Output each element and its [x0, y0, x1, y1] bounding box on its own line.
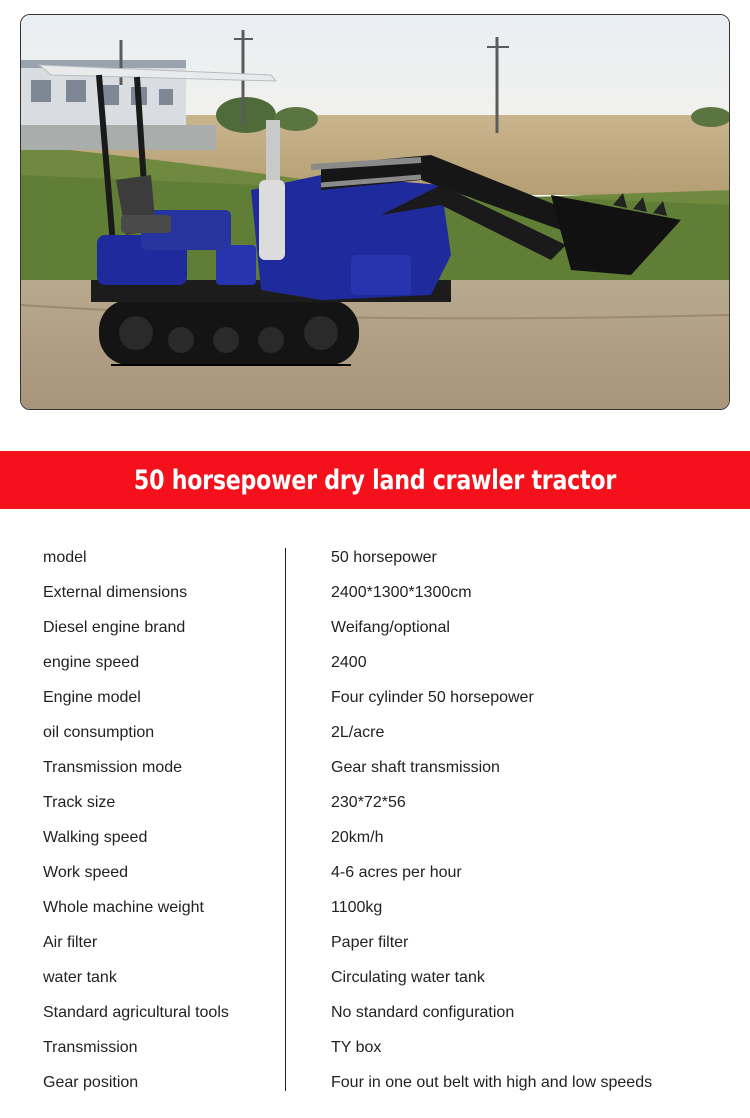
spec-label: Whole machine weight	[43, 899, 204, 916]
spec-row	[0, 820, 750, 855]
product-photo	[20, 14, 730, 410]
spec-value: Gear shaft transmission	[331, 759, 500, 776]
spec-value: 230*72*56	[331, 794, 406, 811]
spec-label: Engine model	[43, 689, 141, 706]
spec-row	[0, 575, 750, 610]
spec-label: model	[43, 549, 87, 566]
spec-label: External dimensions	[43, 584, 188, 601]
spec-row	[0, 715, 750, 750]
spec-row	[0, 610, 750, 645]
crawler-tractor-image	[21, 15, 730, 410]
spec-row	[0, 925, 750, 960]
spec-value: 2L/acre	[331, 724, 385, 741]
spec-label: Work speed	[43, 864, 129, 881]
spec-row	[0, 785, 750, 820]
spec-row	[0, 890, 750, 925]
spec-label: Transmission mode	[43, 759, 183, 776]
spec-label: engine speed	[43, 654, 140, 671]
spec-label: Walking speed	[43, 829, 148, 846]
spec-value: 1100kg	[331, 899, 383, 916]
spec-label: Air filter	[43, 934, 98, 951]
spec-table	[0, 540, 750, 1100]
spec-row	[0, 855, 750, 890]
spec-label: Gear position	[43, 1074, 139, 1091]
spec-label: Diesel engine brand	[43, 619, 186, 636]
spec-row	[0, 1030, 750, 1065]
spec-row	[0, 750, 750, 785]
spec-row	[0, 1065, 750, 1100]
spec-label: Standard agricultural tools	[43, 1004, 229, 1021]
spec-value: Circulating water tank	[331, 969, 485, 986]
spec-value: Paper filter	[331, 934, 409, 951]
spec-label: Track size	[43, 794, 116, 811]
spec-row	[0, 645, 750, 680]
spec-label: Transmission	[43, 1039, 138, 1056]
spec-value: Four in one out belt with high and low speeds	[331, 1074, 653, 1091]
spec-row	[0, 680, 750, 715]
spec-row	[0, 540, 750, 575]
spec-label: water tank	[43, 969, 117, 986]
product-title: 50 horsepower dry land crawler tractor	[133, 464, 617, 496]
spec-value: 2400*1300*1300cm	[331, 584, 472, 601]
spec-label: oil consumption	[43, 724, 155, 741]
spec-value: TY box	[331, 1039, 382, 1056]
spec-value: 50 horsepower	[331, 549, 437, 566]
spec-value: Weifang/optional	[331, 619, 450, 636]
spec-row	[0, 995, 750, 1030]
spec-value: No standard configuration	[331, 1004, 515, 1021]
spec-value: 20km/h	[331, 829, 384, 846]
title-banner	[0, 451, 750, 509]
spec-row	[0, 960, 750, 995]
spec-value: 2400	[331, 654, 367, 671]
spec-value: 4-6 acres per hour	[331, 864, 462, 881]
spec-value: Four cylinder 50 horsepower	[331, 689, 534, 706]
